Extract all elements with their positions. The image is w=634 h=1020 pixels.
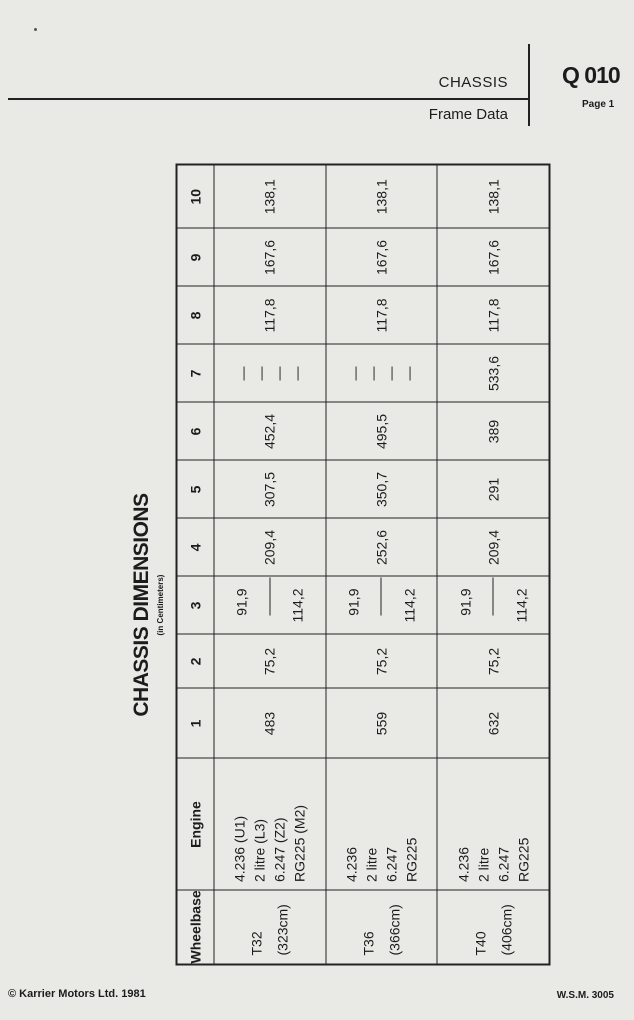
engine-item: RG225 <box>402 837 419 882</box>
dimensions-table-wrap <box>175 165 550 965</box>
engine-item: RG225 (M2) <box>291 804 308 882</box>
dash: — <box>399 366 416 380</box>
column-header: 9 <box>176 228 214 286</box>
engine-item: 4.236 (U1) <box>231 815 248 882</box>
cell-dim-3-top: 91,9 <box>326 577 382 616</box>
cell-dim-10: 138,1 <box>214 164 326 228</box>
cell-dim-1: 559 <box>325 688 437 758</box>
dash: — <box>270 366 287 380</box>
cell-dim-5: 307,5 <box>214 460 326 518</box>
subsection-title: Frame Data <box>428 106 508 123</box>
cell-dim-10: 138,1 <box>325 164 437 228</box>
cell-dim-7 <box>214 344 326 402</box>
dimensions-table-rotated <box>175 165 550 965</box>
manual-reference: W.S.M. 3005 <box>556 990 614 1001</box>
cell-dim-1: 632 <box>437 688 549 758</box>
engine-item: 2 litre <box>362 847 379 882</box>
wheelbase-model: T40 <box>471 930 488 955</box>
engine-item: RG225 <box>514 837 531 882</box>
cell-dim-4: 209,4 <box>437 518 549 576</box>
wheelbase-cm: (366cm) <box>385 903 402 955</box>
cell-dim-3-bottom: 114,2 <box>512 588 529 622</box>
engine-item: 6.247 <box>382 846 399 882</box>
cell-dim-6: 495,5 <box>325 402 437 460</box>
speck <box>34 28 37 31</box>
engine-item: 6.247 (Z2) <box>271 816 288 882</box>
dash: — <box>345 366 362 380</box>
column-header: Wheelbase <box>176 890 214 964</box>
cell-dim-1: 483 <box>214 688 326 758</box>
engine-item: 4.236 <box>454 846 471 882</box>
engine-cell <box>214 758 326 890</box>
header-row <box>176 164 214 964</box>
cell-dim-7: 533,6 <box>437 344 549 402</box>
column-header: 2 <box>176 634 214 688</box>
engine-item: 2 litre (L3) <box>251 818 268 882</box>
wheelbase-model: T36 <box>359 930 376 955</box>
cell-dim-3 <box>437 576 549 634</box>
cell-dim-9: 167,6 <box>437 228 549 286</box>
cell-dim-3 <box>325 576 437 634</box>
engine-cell <box>437 758 549 890</box>
wheelbase-cell <box>325 890 437 964</box>
section-title: CHASSIS <box>438 74 508 91</box>
document-code: Q 010 <box>562 62 620 88</box>
column-header: 5 <box>176 460 214 518</box>
engine-cell <box>325 758 437 890</box>
dimensions-table <box>175 163 550 965</box>
table-row <box>325 164 437 964</box>
column-header: 6 <box>176 402 214 460</box>
cell-dim-7 <box>325 344 437 402</box>
engine-item: 4.236 <box>342 846 359 882</box>
cell-dim-4: 209,4 <box>214 518 326 576</box>
column-header: 4 <box>176 518 214 576</box>
cell-dim-3-bottom: 114,2 <box>400 588 417 622</box>
cell-dim-2: 75,2 <box>325 634 437 688</box>
cell-dim-3-top: 91,9 <box>214 577 270 616</box>
cell-dim-6: 389 <box>437 402 549 460</box>
column-header: Engine <box>176 758 214 890</box>
column-header: 7 <box>176 344 214 402</box>
engine-item: 2 litre <box>474 847 491 882</box>
cell-dim-10: 138,1 <box>437 164 549 228</box>
dash: — <box>252 366 269 380</box>
column-header: 10 <box>176 164 214 228</box>
wheelbase-cm: (406cm) <box>497 903 514 955</box>
wheelbase-cell <box>437 890 549 964</box>
cell-dim-4: 252,6 <box>325 518 437 576</box>
cell-dim-3-top: 91,9 <box>437 577 493 616</box>
table-row <box>437 164 549 964</box>
cell-dim-9: 167,6 <box>214 228 326 286</box>
column-header: 1 <box>176 688 214 758</box>
page-number: Page 1 <box>582 99 615 110</box>
header-vertical-rule <box>528 44 530 126</box>
page-subtitle: (in Centimeters) <box>156 574 165 636</box>
dash: — <box>381 366 398 380</box>
cell-dim-8: 117,8 <box>325 286 437 344</box>
column-header: 3 <box>176 576 214 634</box>
cell-dim-8: 117,8 <box>437 286 549 344</box>
cell-dim-3 <box>214 576 326 634</box>
wheelbase-model: T32 <box>248 930 265 955</box>
page-title: CHASSIS DIMENSIONS <box>130 493 153 717</box>
cell-dim-5: 291 <box>437 460 549 518</box>
header-rule <box>8 98 530 100</box>
wheelbase-cell <box>214 890 326 964</box>
cell-dim-6: 452,4 <box>214 402 326 460</box>
cell-dim-3-bottom: 114,2 <box>289 588 306 622</box>
dash: — <box>288 366 305 380</box>
dash: — <box>234 366 251 380</box>
copyright: © Karrier Motors Ltd. 1981 <box>8 988 146 1000</box>
cell-dim-5: 350,7 <box>325 460 437 518</box>
table-row <box>214 164 326 964</box>
wheelbase-cm: (323cm) <box>274 903 291 955</box>
cell-dim-9: 167,6 <box>325 228 437 286</box>
column-header: 8 <box>176 286 214 344</box>
cell-dim-2: 75,2 <box>214 634 326 688</box>
cell-dim-8: 117,8 <box>214 286 326 344</box>
engine-item: 6.247 <box>494 846 511 882</box>
cell-dim-2: 75,2 <box>437 634 549 688</box>
dash: — <box>363 366 380 380</box>
